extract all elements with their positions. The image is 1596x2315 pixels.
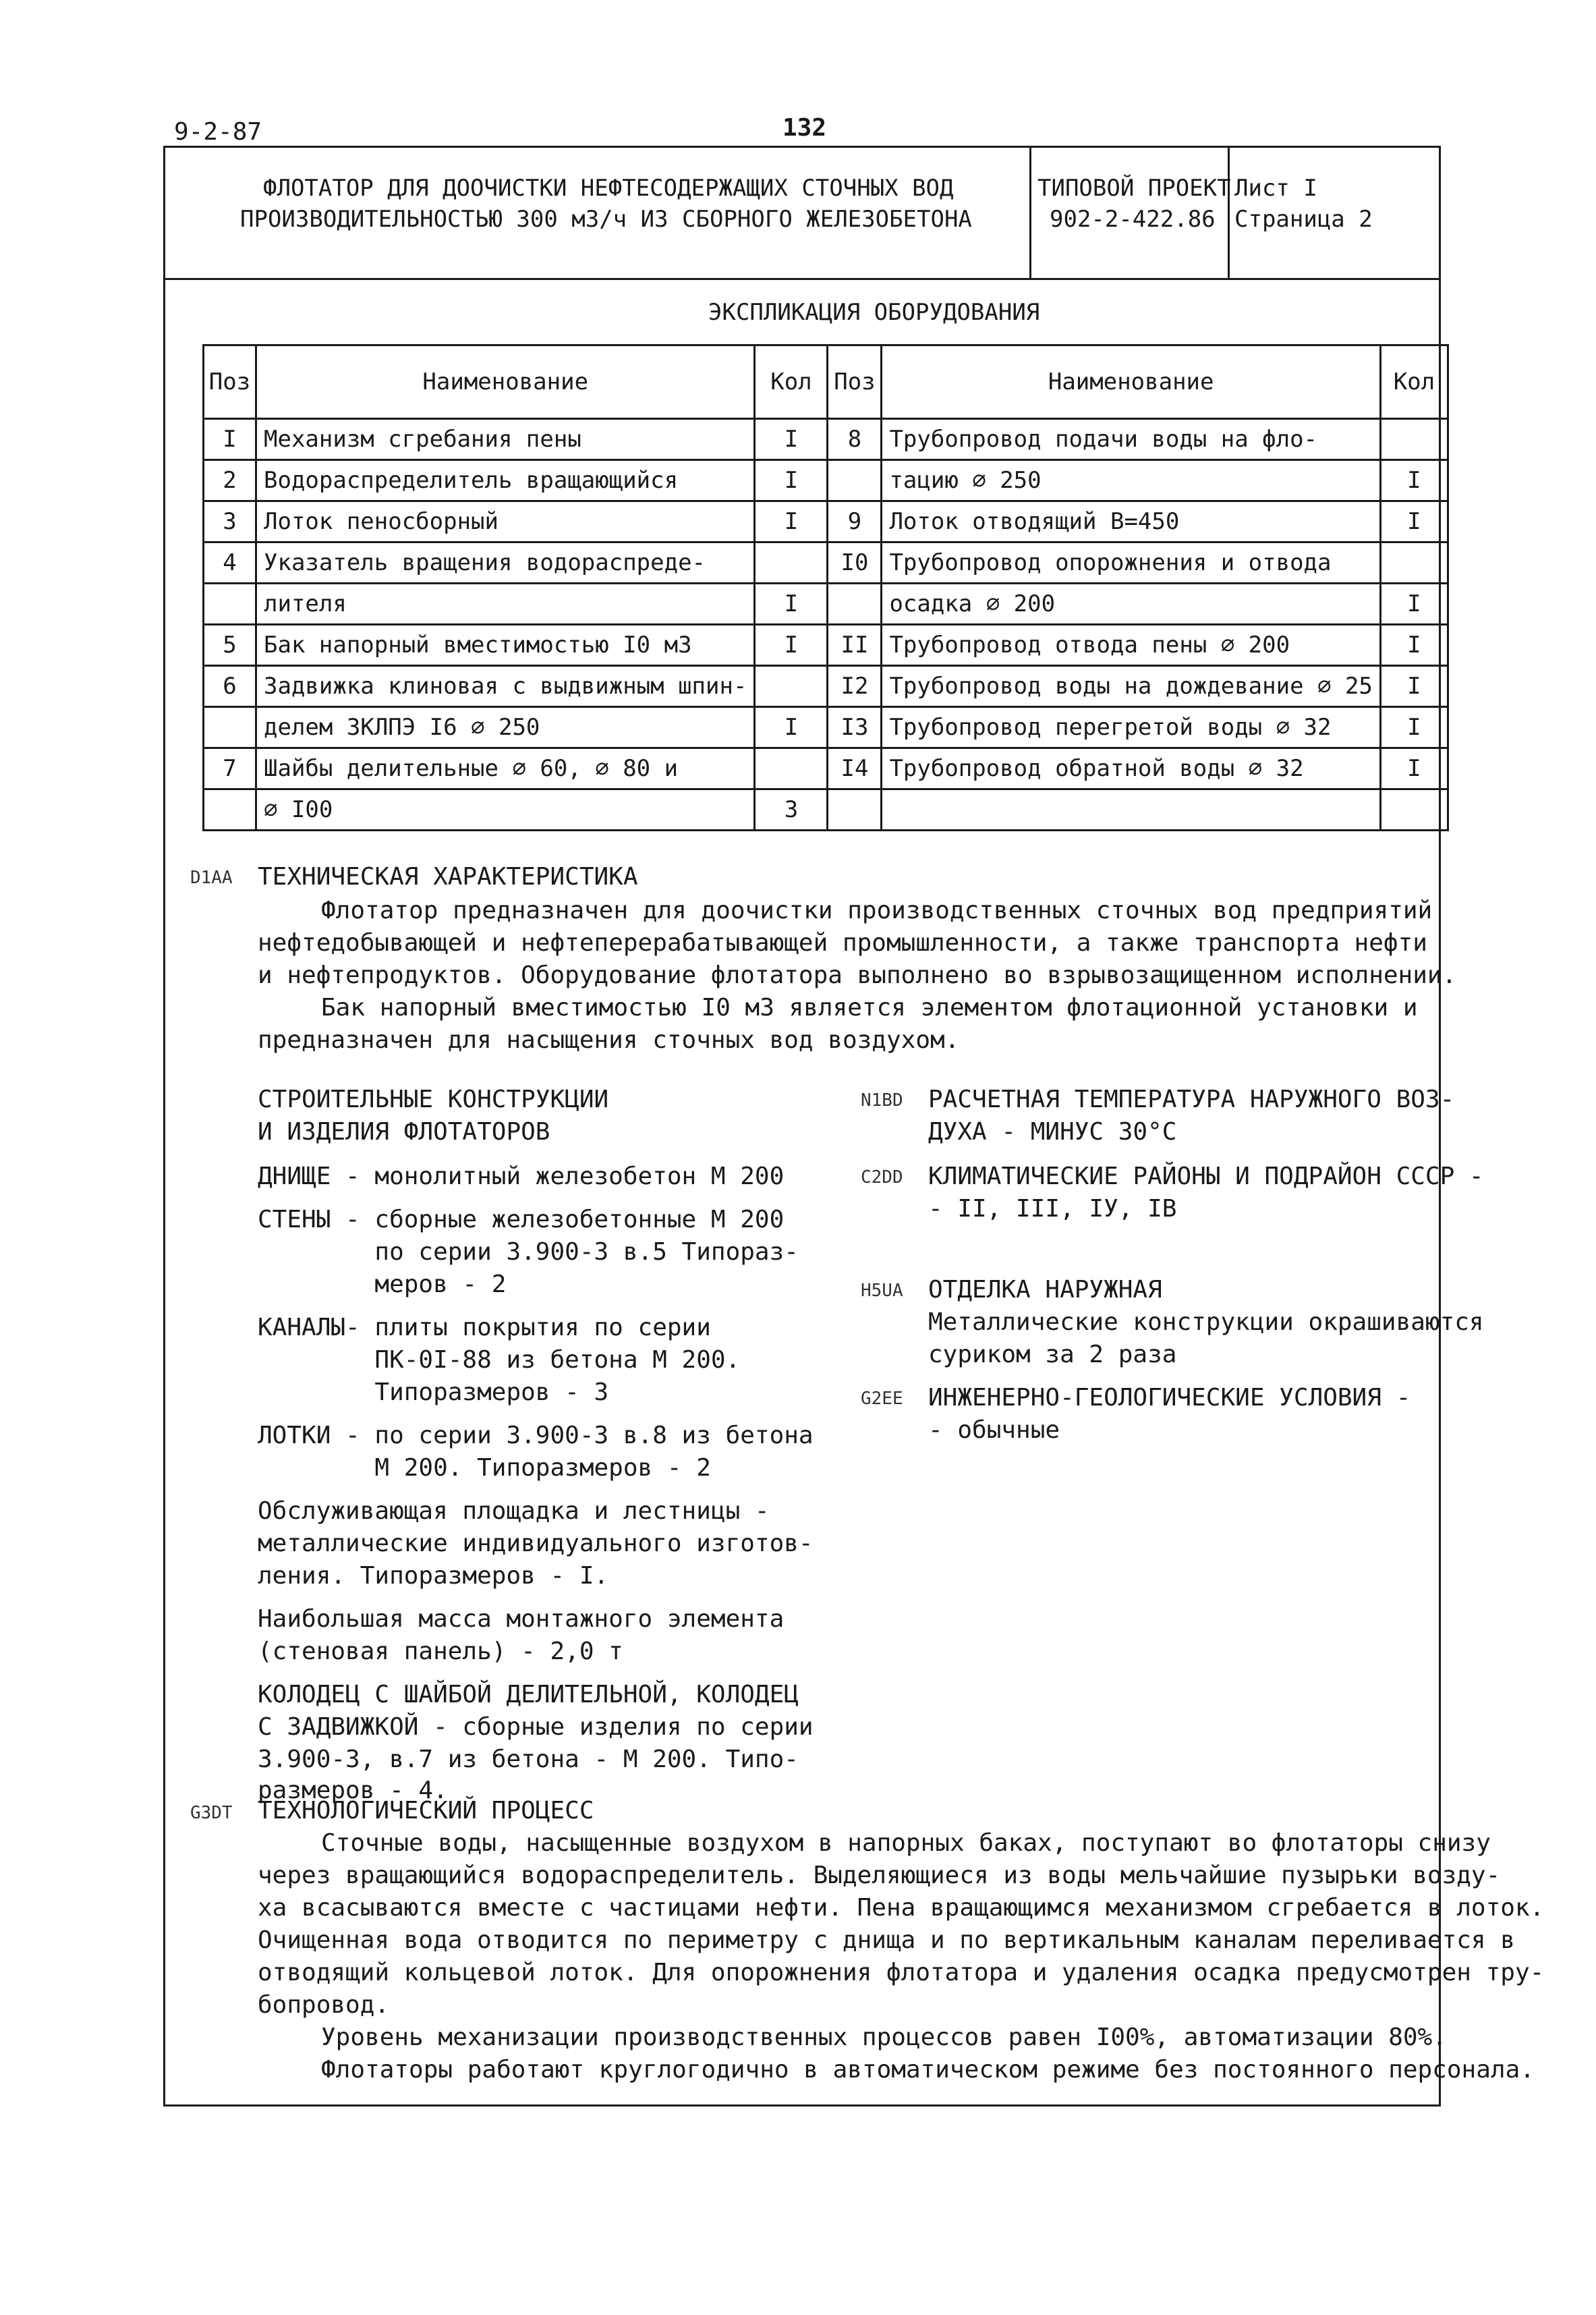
- cell-qty: [755, 542, 828, 584]
- cell-pos: [204, 584, 256, 625]
- cell-qty-2: I: [1380, 460, 1448, 501]
- cell-name: Бак напорный вместимостью I0 м3: [256, 625, 755, 666]
- cell-name: Водораспределитель вращающийся: [256, 460, 755, 501]
- table-row: [204, 460, 1448, 501]
- header-name-2: Наименование: [882, 345, 1380, 419]
- cell-qty-2: [1380, 542, 1448, 584]
- cell-pos-2: 8: [828, 419, 882, 460]
- table-row: [204, 748, 1448, 789]
- cell-pos: [204, 789, 256, 831]
- cell-name-2: тацию ∅ 250: [882, 460, 1380, 501]
- cell-name-2: Трубопровод опорожнения и отвода: [882, 542, 1380, 584]
- construction-heading: И ИЗДЕЛИЯ ФЛОТАТОРОВ: [258, 1118, 550, 1146]
- finish-code: H5UA: [861, 1281, 903, 1301]
- table-header-row: [204, 345, 1448, 419]
- header-qty: Кол: [755, 345, 828, 419]
- table-row: [204, 666, 1448, 707]
- process-heading: ТЕХНОЛОГИЧЕСКИЙ ПРОЦЕСС: [258, 1797, 594, 1824]
- kanaly-line: Типоразмеров - 3: [258, 1378, 609, 1406]
- sheet-label: Лист I: [1234, 175, 1317, 202]
- kolodec-line: размеров - 4.: [258, 1777, 448, 1804]
- cell-pos-2: I4: [828, 748, 882, 789]
- cell-pos-2: 9: [828, 501, 882, 542]
- cell-pos: [204, 707, 256, 748]
- steny-line: по серии 3.900-3 в.5 Типораз-: [258, 1238, 799, 1266]
- steny-line: меров - 2: [258, 1271, 507, 1298]
- cell-qty-2: I: [1380, 625, 1448, 666]
- cell-qty: I: [755, 419, 828, 460]
- cell-name: ∅ I00: [256, 789, 755, 831]
- cell-name: Механизм сгребания пены: [256, 419, 755, 460]
- cell-name-2: осадка ∅ 200: [882, 584, 1380, 625]
- tech-line: предназначен для насыщения сточных вод воздухом.: [258, 1026, 960, 1054]
- temp-line: ДУХА - МИНУС 30°С: [928, 1118, 1177, 1146]
- cell-pos-2: II: [828, 625, 882, 666]
- cell-qty-2: I: [1380, 707, 1448, 748]
- lotki-line: М 200. Типоразмеров - 2: [258, 1454, 711, 1482]
- finish-line: Металлические конструкции окрашиваются: [928, 1308, 1484, 1336]
- climate-line: КЛИМАТИЧЕСКИЕ РАЙОНЫ И ПОДРАЙОН СССР -: [928, 1163, 1484, 1190]
- cell-name-2: Лоток отводящий В=450: [882, 501, 1380, 542]
- title-block-sep-2: [1228, 146, 1230, 278]
- table-row: [204, 584, 1448, 625]
- temp-code: N1BD: [861, 1090, 903, 1111]
- cell-pos: 5: [204, 625, 256, 666]
- doc-number: 9-2-87: [174, 118, 262, 146]
- cell-name: Лоток пеносборный: [256, 501, 755, 542]
- steny-line: СТЕНЫ - сборные железобетонные М 200: [258, 1206, 785, 1233]
- finish-line: суриком за 2 раза: [928, 1341, 1177, 1368]
- climate-code: C2DD: [861, 1167, 903, 1188]
- process-line: отводящий кольцевой лоток. Для опорожнения флотатора и удаления осадка предусмотрен тру-: [258, 1959, 1545, 1986]
- ploshchadka-line: металлические индивидуального изготов-: [258, 1530, 814, 1557]
- cell-qty: [755, 748, 828, 789]
- equipment-table: [202, 344, 1449, 831]
- massa-line: (стеновая панель) - 2,0 т: [258, 1638, 623, 1665]
- cell-name-2: Трубопровод воды на дождевание ∅ 25: [882, 666, 1380, 707]
- geology-code: G2EE: [861, 1389, 903, 1409]
- cell-name-2: Трубопровод перегретой воды ∅ 32: [882, 707, 1380, 748]
- table-row: [204, 789, 1448, 831]
- cell-qty: I: [755, 584, 828, 625]
- tech-line: и нефтепродуктов. Оборудование флотатора выполнено во взрывозащищенном исполнении.: [258, 961, 1457, 989]
- construction-heading: СТРОИТЕЛЬНЫЕ КОНСТРУКЦИИ: [258, 1086, 609, 1113]
- table-row: [204, 707, 1448, 748]
- ploshchadka-line: ления. Типоразмеров - I.: [258, 1562, 609, 1590]
- cell-name-2: [882, 789, 1380, 831]
- cell-qty-2: I: [1380, 584, 1448, 625]
- process-line: через вращающийся водораспределитель. Выделяющиеся из воды мельчайшие пузырьки возду-: [258, 1862, 1501, 1889]
- cell-qty-2: [1380, 789, 1448, 831]
- cell-pos-2: [828, 584, 882, 625]
- cell-name: Указатель вращения водораспреде-: [256, 542, 755, 584]
- ploshchadka-line: Обслуживающая площадка и лестницы -: [258, 1497, 770, 1525]
- kolodec-line: КОЛОДЕЦ С ШАЙБОЙ ДЕЛИТЕЛЬНОЙ, КОЛОДЕЦ: [258, 1681, 799, 1708]
- tech-code: D1AA: [190, 868, 233, 888]
- header-pos-2: Поз: [828, 345, 882, 419]
- geology-line: - обычные: [928, 1416, 1060, 1444]
- geology-line: ИНЖЕНЕРНО-ГЕОЛОГИЧЕСКИЕ УСЛОВИЯ -: [928, 1384, 1411, 1412]
- table-row: [204, 542, 1448, 584]
- project-label: ТИПОВОЙ ПРОЕКТ: [1037, 175, 1231, 202]
- kolodec-line: С ЗАДВИЖКОЙ - сборные изделия по серии: [258, 1713, 814, 1741]
- cell-qty: I: [755, 460, 828, 501]
- process-code: G3DT: [190, 1803, 233, 1823]
- cell-pos-2: I2: [828, 666, 882, 707]
- table-row: [204, 625, 1448, 666]
- finish-line: ОТДЕЛКА НАРУЖНАЯ: [928, 1276, 1162, 1304]
- cell-qty: I: [755, 625, 828, 666]
- cell-pos: 2: [204, 460, 256, 501]
- process-line: ха всасываются вместе с частицами нефти. Пена вращающимся механизмом сгребается в лоток.: [258, 1894, 1545, 1922]
- kanaly-line: ПК-0I-88 из бетона М 200.: [258, 1346, 741, 1374]
- process-line: Флотаторы работают круглогодично в автоматическом режиме без постоянного персонала.: [321, 2056, 1535, 2084]
- cell-name-2: Трубопровод обратной воды ∅ 32: [882, 748, 1380, 789]
- cell-qty-2: [1380, 419, 1448, 460]
- dnische-line: ДНИЩЕ - монолитный железобетон М 200: [258, 1163, 785, 1190]
- cell-name-2: Трубопровод отвода пены ∅ 200: [882, 625, 1380, 666]
- cell-pos-2: [828, 789, 882, 831]
- kolodec-line: 3.900-3, в.7 из бетона - М 200. Типо-: [258, 1746, 799, 1773]
- cell-pos: 4: [204, 542, 256, 584]
- kanaly-line: КАНАЛЫ- плиты покрытия по серии: [258, 1314, 711, 1341]
- title-block-sep-1: [1029, 146, 1031, 278]
- cell-name: лителя: [256, 584, 755, 625]
- table-row: [204, 501, 1448, 542]
- page-number: 132: [782, 114, 827, 142]
- cell-pos: 3: [204, 501, 256, 542]
- cell-qty: I: [755, 501, 828, 542]
- process-line: Очищенная вода отводится по периметру с днища и по вертикальным каналам переливается в: [258, 1926, 1515, 1954]
- header-name: Наименование: [256, 345, 755, 419]
- cell-qty-2: I: [1380, 748, 1448, 789]
- table-row: [204, 419, 1448, 460]
- cell-name: Шайбы делительные ∅ 60, ∅ 80 и: [256, 748, 755, 789]
- cell-pos: I: [204, 419, 256, 460]
- tech-line: Бак напорный вместимостью I0 м3 является элементом флотационной установки и: [321, 994, 1418, 1022]
- cell-name: делем ЗКЛПЭ I6 ∅ 250: [256, 707, 755, 748]
- title-block-divider: [163, 278, 1439, 280]
- process-line: Сточные воды, насыщенные воздухом в напорных баках, поступают во флотаторы снизу: [321, 1829, 1491, 1857]
- title-line-1: ФЛОТАТОР ДЛЯ ДООЧИСТКИ НЕФТЕСОДЕРЖАЩИХ СТОЧНЫХ ВОД: [263, 175, 954, 202]
- header-pos: Поз: [204, 345, 256, 419]
- cell-name-2: Трубопровод подачи воды на фло-: [882, 419, 1380, 460]
- cell-qty: 3: [755, 789, 828, 831]
- cell-qty: I: [755, 707, 828, 748]
- lotki-line: ЛОТКИ - по серии 3.900-3 в.8 из бетона: [258, 1422, 814, 1449]
- cell-pos: 6: [204, 666, 256, 707]
- tech-line: Флотатор предназначен для доочистки производственных сточных вод предприятий: [321, 897, 1433, 924]
- cell-qty-2: I: [1380, 666, 1448, 707]
- project-number: 902-2-422.86: [1050, 206, 1216, 233]
- page-label: Страница 2: [1234, 206, 1373, 233]
- cell-pos-2: I0: [828, 542, 882, 584]
- massa-line: Наибольшая масса монтажного элемента: [258, 1605, 785, 1633]
- header-qty-2: Кол: [1380, 345, 1448, 419]
- cell-pos-2: [828, 460, 882, 501]
- cell-pos: 7: [204, 748, 256, 789]
- temp-line: РАСЧЕТНАЯ ТЕМПЕРАТУРА НАРУЖНОГО ВОЗ-: [928, 1086, 1455, 1113]
- cell-name: Задвижка клиновая с выдвижным шпин-: [256, 666, 755, 707]
- title-line-2: ПРОИЗВОДИТЕЛЬНОСТЬЮ 300 м3/ч ИЗ СБОРНОГО ЖЕЛЕЗОБЕТОНА: [240, 206, 972, 233]
- tech-heading: ТЕХНИЧЕСКАЯ ХАРАКТЕРИСТИКА: [258, 863, 638, 891]
- explication-title: ЭКСПЛИКАЦИЯ ОБОРУДОВАНИЯ: [708, 299, 1040, 326]
- process-line: бопровод.: [258, 1991, 390, 2019]
- tech-line: нефтедобывающей и нефтеперерабатывающей промышленности, а также транспорта нефти: [258, 929, 1427, 957]
- process-line: Уровень механизации производственных процессов равен I00%, автоматизации 80%.: [321, 2024, 1447, 2051]
- cell-qty-2: I: [1380, 501, 1448, 542]
- cell-pos-2: I3: [828, 707, 882, 748]
- cell-qty: [755, 666, 828, 707]
- climate-line: - II, III, IУ, IВ: [928, 1195, 1177, 1223]
